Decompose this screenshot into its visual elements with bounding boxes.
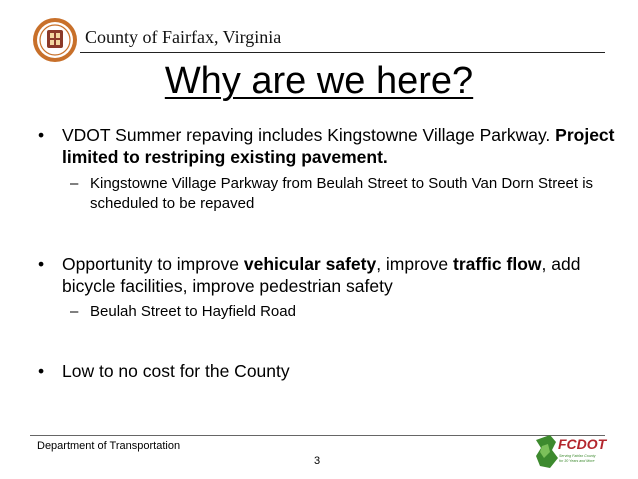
fcdot-logo (532, 432, 612, 472)
bullet-icon: • (38, 125, 45, 145)
county-title: County of Fairfax, Virginia (85, 27, 282, 47)
bullet-text: VDOT Summer repaving includes Kingstowne Village Parkway. Project limited to restriping existing pavement. (62, 125, 615, 167)
county-seal-logo (32, 17, 78, 63)
dash-icon: – (70, 303, 79, 320)
page-number: 3 (314, 455, 321, 467)
slide-title: Why are we here? (164, 60, 474, 102)
sub-bullet-text: Beulah Street to Hayfield Road (90, 303, 296, 320)
sub-bullet-text: Kingstowne Village Parkway from Beulah Street to South Van Dorn Street is scheduled to be repaved (90, 175, 594, 212)
footer-divider (30, 435, 605, 436)
header-divider (80, 52, 605, 53)
footer-department: Department of Transportation (37, 440, 181, 452)
svg-text:FCDOT: FCDOT (558, 436, 607, 452)
svg-text:Serving Fairfax County: Serving Fairfax County (559, 454, 596, 458)
bullet-icon: • (38, 254, 45, 274)
bullet-text: Low to no cost for the County (62, 361, 290, 381)
bullet-icon: • (38, 361, 45, 381)
svg-text:for 30 Years and More: for 30 Years and More (559, 459, 595, 463)
bullet-text: Opportunity to improve vehicular safety, improve traffic flow, add bicycle facilities, improve pedestrian safety (62, 254, 581, 296)
dash-icon: – (70, 175, 79, 192)
